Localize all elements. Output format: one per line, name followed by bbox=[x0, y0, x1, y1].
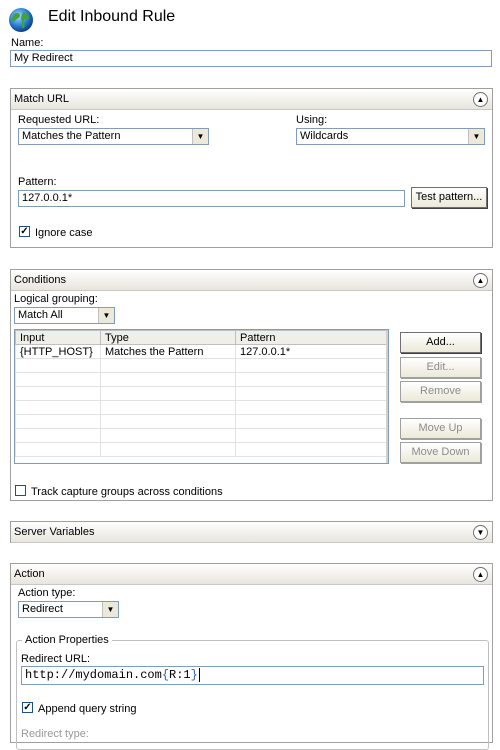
empty-row bbox=[16, 373, 388, 387]
action-title: Action bbox=[14, 568, 45, 580]
cell-pattern: 127.0.0.1* bbox=[236, 345, 388, 359]
redirect-type-label: Redirect type: bbox=[21, 728, 89, 740]
cell-type: Matches the Pattern bbox=[101, 345, 236, 359]
edit-button[interactable]: Edit... bbox=[400, 357, 481, 378]
append-query-checkbox[interactable]: ✓ bbox=[23, 702, 32, 713]
action-properties-group bbox=[16, 634, 489, 750]
column-header-pattern[interactable]: Pattern bbox=[236, 331, 388, 345]
using-select[interactable] bbox=[296, 128, 485, 145]
chevron-down-icon: ▼ bbox=[102, 602, 118, 617]
column-header-type[interactable]: Type bbox=[101, 331, 236, 345]
chevron-down-icon: ▼ bbox=[98, 308, 114, 323]
requested-url-value: Matches the Pattern bbox=[22, 130, 121, 142]
action-type-value: Redirect bbox=[22, 603, 63, 615]
collapse-up-icon[interactable]: ▲ bbox=[473, 567, 488, 582]
server-variables-title: Server Variables bbox=[14, 526, 95, 538]
column-header-input[interactable]: Input bbox=[16, 331, 101, 345]
collapse-up-icon[interactable]: ▲ bbox=[473, 273, 488, 288]
redirect-token-open: { bbox=[161, 668, 170, 682]
redirect-token-close: } bbox=[190, 668, 198, 682]
logical-grouping-select[interactable] bbox=[14, 307, 115, 324]
empty-row bbox=[16, 443, 388, 457]
action-panel bbox=[10, 563, 493, 743]
globe-icon bbox=[8, 7, 34, 33]
table-row[interactable] bbox=[16, 345, 388, 359]
chevron-down-icon: ▼ bbox=[192, 129, 208, 144]
empty-row bbox=[16, 387, 388, 401]
move-down-button[interactable]: Move Down bbox=[400, 442, 481, 463]
logical-grouping-label: Logical grouping: bbox=[14, 293, 98, 305]
empty-row bbox=[16, 359, 388, 373]
text-cursor bbox=[199, 668, 200, 682]
cell-input: {HTTP_HOST} bbox=[16, 345, 101, 359]
scrollbar[interactable] bbox=[386, 330, 388, 463]
conditions-title: Conditions bbox=[14, 274, 66, 286]
chevron-down-icon: ▼ bbox=[468, 129, 484, 144]
requested-url-label: Requested URL: bbox=[18, 114, 100, 126]
collapse-up-icon[interactable]: ▲ bbox=[473, 92, 488, 107]
move-up-button[interactable]: Move Up bbox=[400, 418, 481, 439]
server-variables-header[interactable] bbox=[11, 522, 492, 543]
empty-row bbox=[16, 429, 388, 443]
server-variables-panel bbox=[10, 521, 493, 543]
redirect-token: R:1 bbox=[169, 668, 191, 682]
match-url-title: Match URL bbox=[14, 93, 70, 105]
redirect-url-prefix: http://mydomain.com bbox=[25, 668, 162, 682]
conditions-table bbox=[14, 329, 389, 464]
empty-row bbox=[16, 401, 388, 415]
match-url-panel bbox=[10, 88, 493, 248]
name-label: Name: bbox=[11, 37, 44, 49]
expand-down-icon[interactable]: ▼ bbox=[473, 525, 488, 540]
redirect-url-input[interactable] bbox=[21, 666, 484, 685]
action-properties-legend: Action Properties bbox=[22, 634, 112, 646]
action-type-label: Action type: bbox=[18, 587, 76, 599]
remove-button[interactable]: Remove bbox=[400, 381, 481, 402]
test-pattern-button[interactable]: Test pattern... bbox=[411, 187, 487, 208]
track-capture-checkbox[interactable] bbox=[15, 485, 26, 496]
ignore-case-checkbox[interactable]: ✓ bbox=[20, 226, 29, 237]
action-type-select[interactable] bbox=[18, 601, 119, 618]
add-button[interactable]: Add... bbox=[400, 332, 481, 353]
match-url-header[interactable] bbox=[11, 89, 492, 110]
conditions-header[interactable] bbox=[11, 270, 492, 291]
ignore-case-label: Ignore case bbox=[35, 227, 93, 239]
pattern-input[interactable]: 127.0.0.1* bbox=[18, 190, 405, 207]
append-query-label: Append query string bbox=[38, 703, 137, 715]
page-title: Edit Inbound Rule bbox=[48, 8, 176, 25]
empty-row bbox=[16, 415, 388, 429]
pattern-label: Pattern: bbox=[18, 176, 57, 188]
action-header[interactable] bbox=[11, 564, 492, 585]
requested-url-select[interactable] bbox=[18, 128, 209, 145]
using-label: Using: bbox=[296, 114, 328, 126]
conditions-panel bbox=[10, 269, 493, 501]
redirect-url-label: Redirect URL: bbox=[21, 653, 91, 665]
name-input[interactable]: My Redirect bbox=[10, 50, 492, 67]
using-value: Wildcards bbox=[300, 130, 349, 142]
track-capture-label: Track capture groups across conditions bbox=[31, 486, 223, 498]
logical-grouping-value: Match All bbox=[18, 309, 63, 321]
